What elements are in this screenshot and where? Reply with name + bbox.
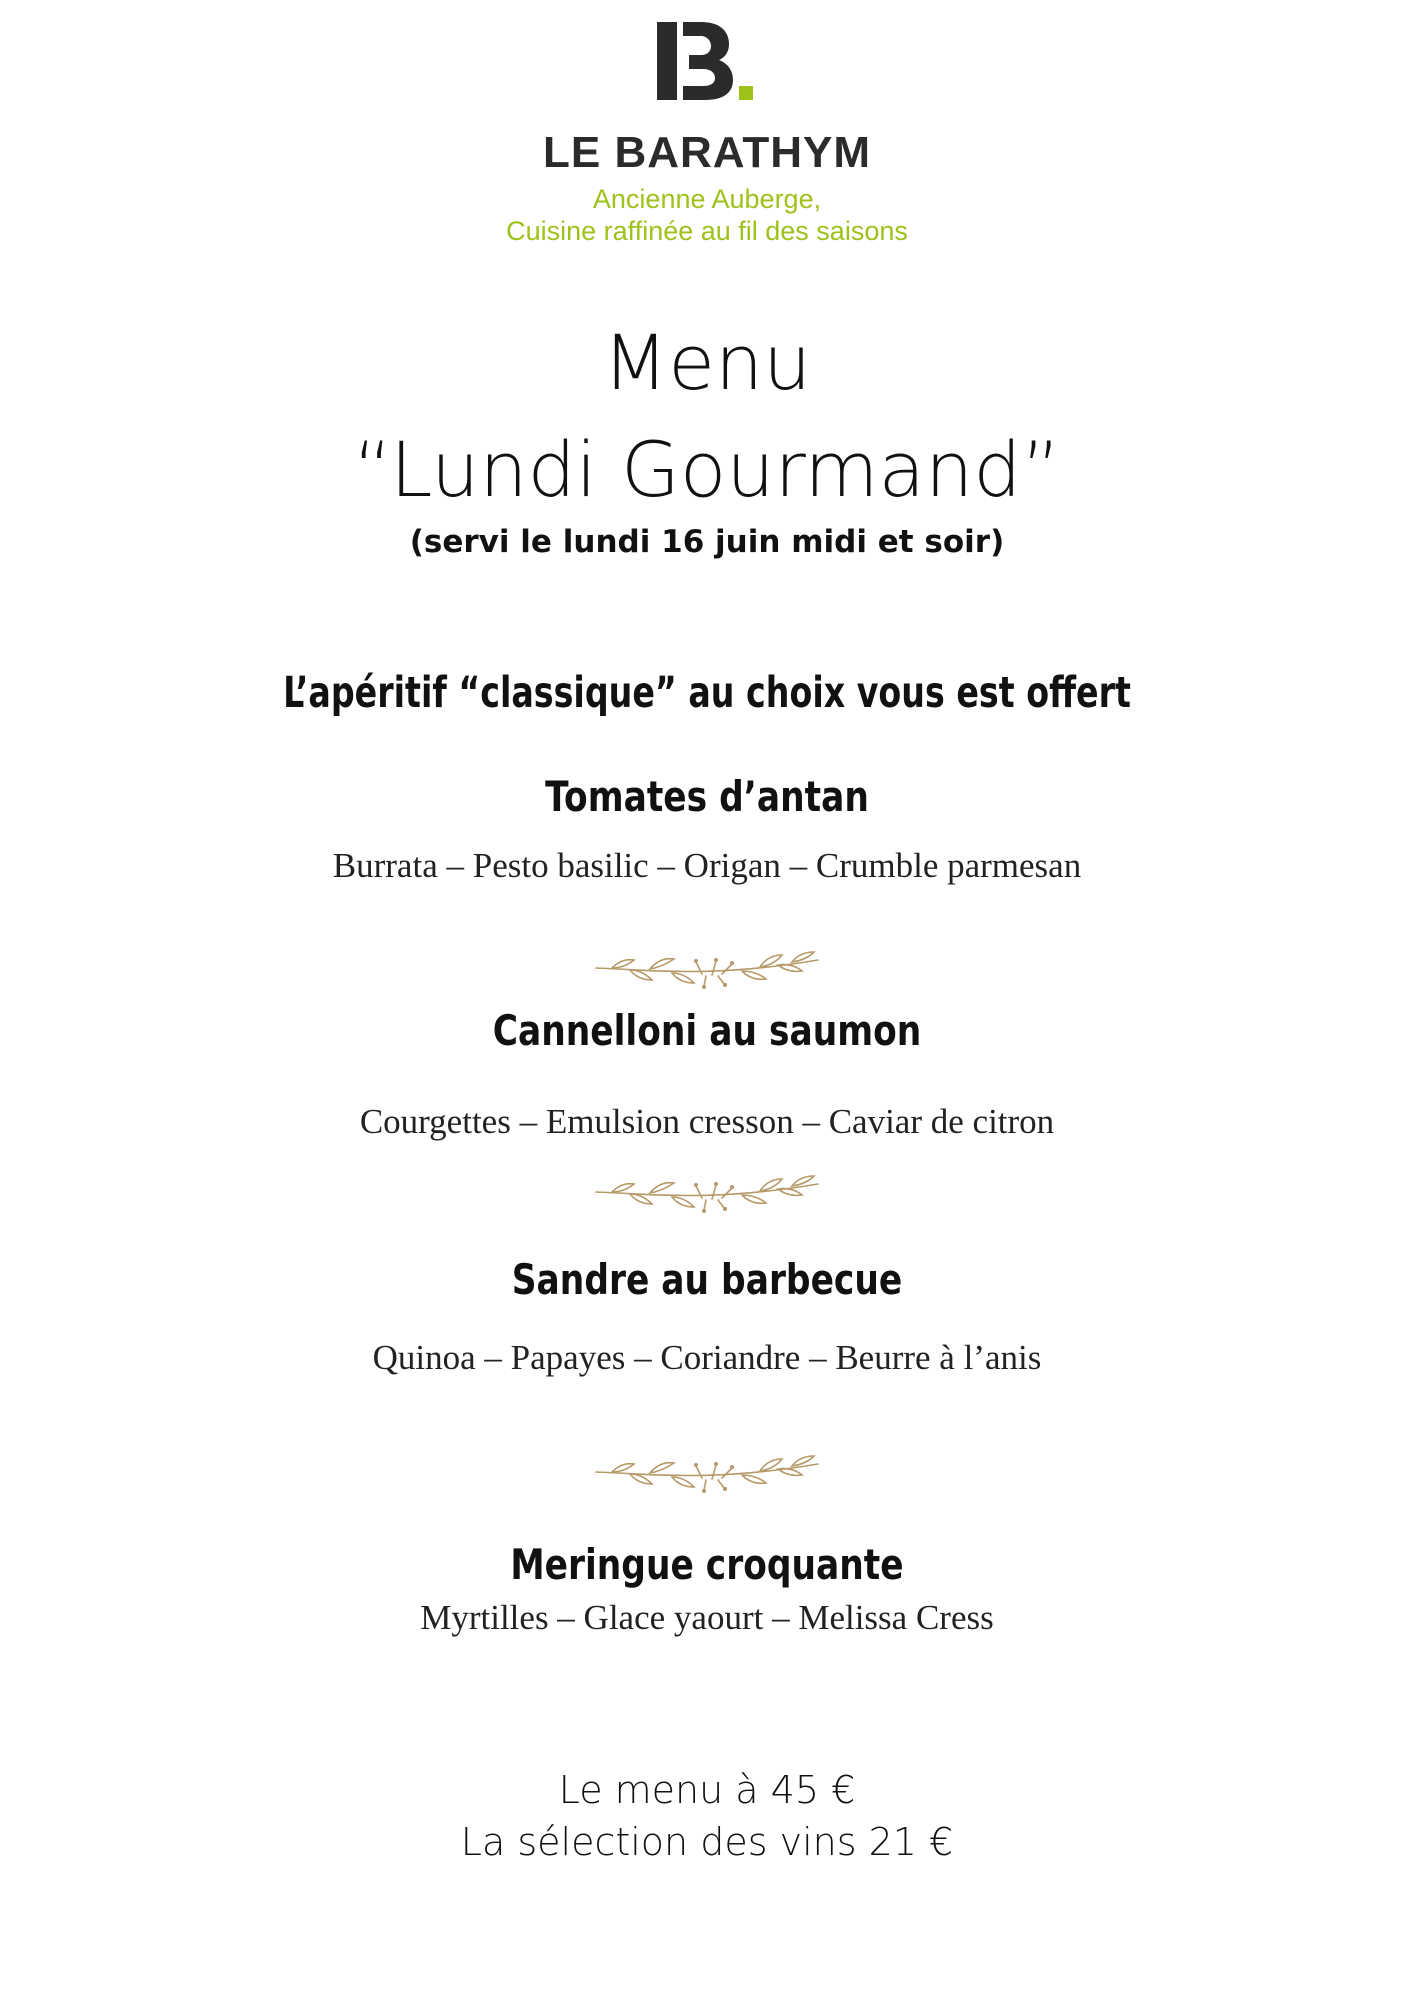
menu-title: Menu — [602, 318, 812, 407]
dish-description: Myrtilles – Glace yaourt – Melissa Cress — [420, 1598, 994, 1637]
menu-subtitle: “Lundi Gourmand” — [353, 425, 1061, 514]
dish-description: Quinoa – Papayes – Coriandre – Beurre à l’anis — [372, 1338, 1042, 1377]
dish-name: Sandre au barbecue — [511, 1255, 903, 1304]
b-dot-logo-icon — [657, 20, 757, 104]
served-note: (servi le lundi 16 juin midi et soir) — [409, 524, 1005, 560]
laurel-divider — [0, 948, 1414, 994]
laurel-divider — [0, 1172, 1414, 1218]
dish-description: Courgettes – Emulsion cresson – Caviar de citron — [359, 1102, 1055, 1141]
wine-price: La sélection des vins 21 € — [460, 1820, 954, 1864]
aperitif-heading: L’apéritif “classique” au choix vous est offert — [283, 668, 1131, 718]
tagline-line-2: Cuisine raffinée au fil des saisons — [506, 216, 908, 246]
dish-name: Cannelloni au saumon — [492, 1006, 922, 1055]
menu-price: Le menu à 45 € — [558, 1768, 856, 1812]
laurel-branch-icon — [592, 1172, 822, 1218]
tagline-line-1: Ancienne Auberge, — [592, 184, 822, 214]
logo — [0, 20, 1414, 110]
laurel-branch-icon — [592, 948, 822, 994]
laurel-branch-icon — [592, 1452, 822, 1498]
dish-description: Burrata – Pesto basilic – Origan – Crumble parmesan — [332, 846, 1082, 885]
brand-name: LE BARATHYM — [543, 128, 871, 177]
dish-name: Tomates d’antan — [545, 772, 869, 821]
dish-name: Meringue croquante — [510, 1540, 904, 1589]
laurel-divider — [0, 1452, 1414, 1498]
